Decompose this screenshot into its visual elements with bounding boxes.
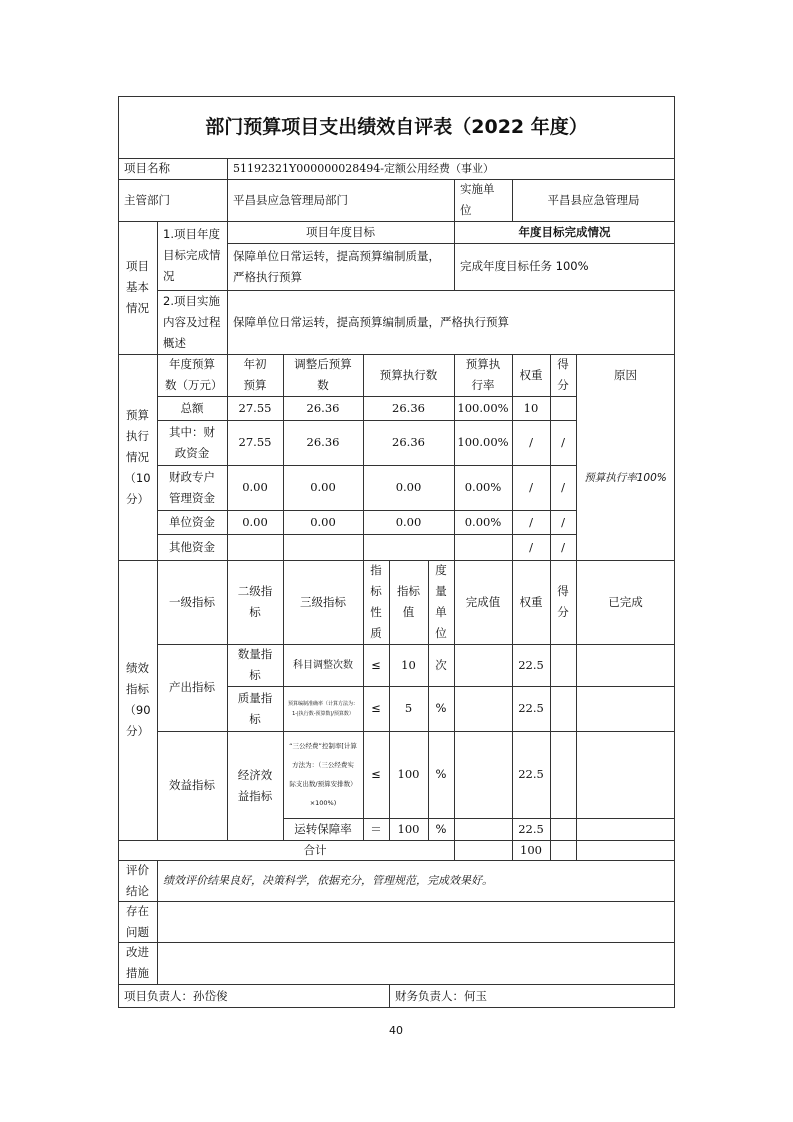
perf-header: 二级指标 [237, 584, 273, 619]
budget-row-initial: 0.00 [242, 480, 268, 494]
budget-row-executed: 0.00 [395, 480, 422, 494]
perf-score [550, 644, 576, 686]
budget-row-executed: 0.00 [395, 514, 422, 529]
improve-label: 改进措施 [126, 945, 149, 980]
impl-value: 平昌县应急管理局 [547, 192, 640, 207]
perf-score [550, 731, 576, 818]
perf-unit: % [435, 767, 447, 781]
impl-content-value: 保障单位日常运转，提高预算编制质量，严格执行预算 [233, 314, 509, 329]
budget-row-score: / [561, 514, 565, 529]
goal-value: 保障单位日常运转，提高预算编制质量，严格执行预算 [233, 248, 440, 284]
impl-content-label: 2.项目实施内容及过程概述 [163, 293, 221, 350]
perf-value: 5 [404, 701, 413, 715]
perf-done [454, 686, 512, 731]
perf-header: 三级指标 [300, 594, 346, 609]
perf-weight: 22.5 [518, 767, 544, 781]
perf-level2: 经济效益指标 [237, 767, 273, 803]
conclusion-label: 评价结论 [126, 862, 149, 898]
page-title: 部门预算项目支出绩效自评表（2022 年度） [205, 115, 588, 138]
budget-row-weight: / [529, 514, 533, 529]
budget-row-weight: / [529, 480, 533, 494]
budget-header: 年初预算 [243, 357, 267, 392]
impl-label: 实施单位 [460, 182, 495, 217]
perf-header: 指标性质 [370, 563, 382, 640]
perf-header: 指标值 [397, 584, 420, 619]
budget-header: 预算执行率 [465, 357, 501, 392]
budget-reason: 预算执行率100% [584, 471, 667, 484]
budget-row-name: 总额 [180, 400, 204, 415]
budget-row-name: 其中：财政资金 [169, 424, 215, 460]
perf-done [454, 731, 512, 818]
project-lead: 项目负责人：孙岱俊 [124, 988, 228, 1003]
perf-done [454, 644, 512, 686]
budget-row-executed: 26.36 [392, 400, 425, 415]
perf-weight: 22.5 [518, 701, 544, 715]
perf-level1-output: 产出指标 [169, 680, 215, 694]
budget-header: 年度预算数（万元） [165, 357, 223, 392]
perf-weight: 22.5 [518, 657, 544, 672]
budget-row-adjusted: 0.00 [310, 514, 336, 529]
perf-level2: 数量指标 [237, 647, 273, 682]
budget-header: 原因 [614, 367, 637, 382]
budget-header: 调整后预算数 [294, 357, 352, 392]
perf-nature: ≤ [371, 657, 381, 672]
perf-unit: 次 [435, 657, 447, 672]
completion-header: 年度目标完成情况 [518, 224, 611, 239]
conclusion-value: 绩效评价结果良好，决策科学，依据充分，管理规范，完成效果好。 [163, 874, 493, 887]
budget-row-rate: 100.00% [457, 400, 509, 415]
budget-row-name: 其他资金 [169, 539, 215, 554]
budget-row-adjusted: 26.36 [306, 400, 340, 415]
budget-header: 得分 [557, 357, 569, 392]
perf-unit: % [435, 701, 447, 715]
page-number: 40 [389, 1023, 403, 1037]
goal-label: 1.项目年度目标完成情况 [163, 227, 221, 283]
perf-level2: 质量指标 [237, 690, 273, 726]
completion-value: 完成年度目标任务 100% [460, 259, 589, 273]
budget-row-weight: 10 [523, 400, 539, 415]
perf-header: 一级指标 [169, 594, 215, 609]
perf-header: 权重 [519, 594, 543, 609]
perf-unit: % [435, 821, 447, 836]
budget-row-initial [227, 534, 283, 560]
goal-header: 项目年度目标 [306, 224, 375, 239]
perf-nature: ≤ [371, 701, 381, 715]
budget-row-weight: / [529, 539, 533, 554]
budget-row-rate: 0.00% [464, 480, 502, 494]
budget-row-adjusted: 26.36 [306, 435, 340, 449]
budget-row-rate: 0.00% [464, 514, 502, 529]
budget-row-adjusted [283, 534, 363, 560]
budget-row-rate [454, 534, 512, 560]
budget-row-weight: / [529, 435, 533, 449]
perf-section-label: 绩效指标（90分） [124, 661, 151, 738]
perf-weight: 22.5 [518, 821, 544, 836]
perf-level1-benefit: 效益指标 [169, 778, 215, 792]
perf-level3: “三公经费”控制率[计算方法为：（三公经费实际支出数/预算安排数）×100%) [289, 741, 357, 807]
issues-label: 存在问题 [126, 903, 149, 939]
budget-row-score: / [561, 480, 565, 494]
budget-row-executed [363, 534, 454, 560]
finance-lead: 财务负责人：何玉 [395, 988, 487, 1003]
budget-row-name: 财政专户管理资金 [169, 469, 215, 505]
budget-row-adjusted: 0.00 [310, 480, 336, 494]
perf-value: 100 [397, 767, 420, 781]
budget-row-score: / [561, 539, 565, 554]
perf-level3: 运转保障率 [294, 821, 352, 836]
budget-header: 权重 [519, 367, 543, 382]
perf-value: 100 [397, 821, 420, 836]
perf-nature: ≤ [371, 767, 381, 781]
perf-score [550, 818, 576, 840]
basic-section-label: 项目基本情况 [126, 259, 149, 315]
perf-header: 得分 [557, 584, 569, 619]
project-name-value: 51192321Y000000028494-定额公用经费（事业） [233, 162, 494, 175]
perf-level3: 科目调整次数 [293, 659, 353, 671]
budget-row-score: / [561, 435, 565, 449]
budget-header: 预算执行数 [379, 367, 438, 382]
budget-row-score [550, 396, 576, 420]
total-weight: 100 [520, 842, 542, 857]
budget-row-executed: 26.36 [392, 435, 425, 449]
budget-row-rate: 100.00% [457, 435, 509, 449]
budget-section-label: 预算执行情况（10分） [124, 407, 151, 506]
perf-nature: ＝ [370, 821, 382, 836]
perf-done [454, 818, 512, 840]
dept-label: 主管部门 [124, 192, 170, 207]
budget-row-name: 单位资金 [169, 514, 215, 529]
perf-score [550, 686, 576, 731]
perf-header: 完成值 [465, 594, 501, 609]
total-label: 合计 [303, 842, 327, 857]
dept-value: 平昌县应急管理局部门 [233, 192, 348, 207]
project-name-label: 项目名称 [124, 161, 170, 175]
perf-level3: 预算编制准确率（计算方法为：1-|执行数-预算数|/预算数） [287, 700, 358, 717]
budget-row-initial: 0.00 [242, 514, 268, 529]
perf-header: 度量单位 [435, 563, 447, 640]
perf-value: 10 [401, 657, 416, 672]
budget-row-initial: 27.55 [238, 400, 272, 415]
perf-header: 已完成 [608, 594, 643, 609]
budget-row-initial: 27.55 [238, 435, 272, 449]
